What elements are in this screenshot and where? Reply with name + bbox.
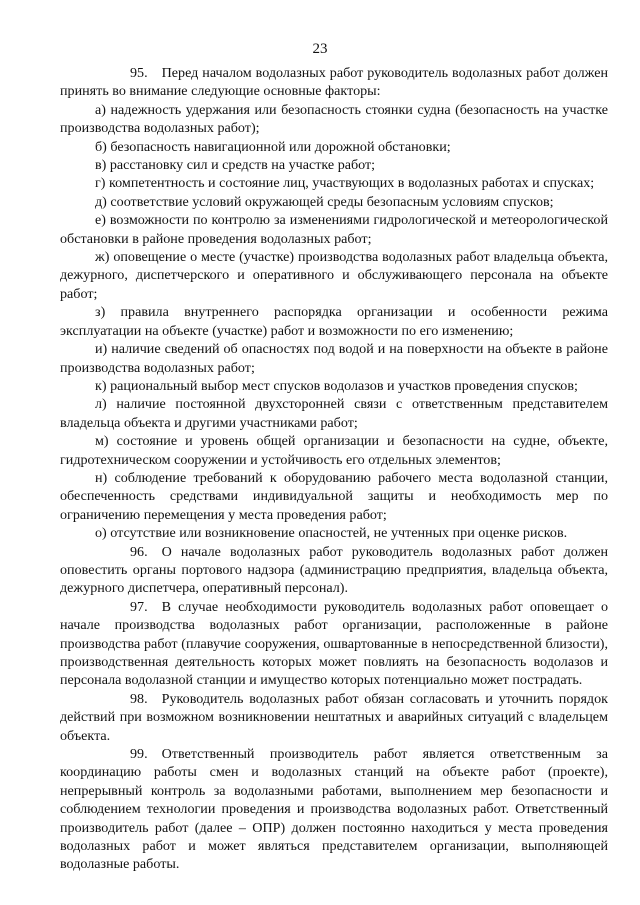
list-item-a: а) надежность удержания или безопасность стоянки судна (безопасность на участке производства водолазных работ);	[60, 101, 608, 137]
document-body	[60, 64, 608, 874]
paragraph-number: 96.	[130, 543, 148, 560]
list-item-e: е) возможности по контролю за изменениями гидрологической и метеорологической обстановки в районе проведения водолазных работ;	[60, 212, 608, 247]
paragraph-text: Руководитель водолазных работ обязан согласовать и уточнить порядок действий при возможном возникновении нештатных и аварийных ситуаций с владельцем объекта.	[60, 690, 608, 744]
paragraph-97	[60, 598, 608, 690]
paragraph-number: 99.	[130, 746, 148, 763]
list-item-b: б) безопасность навигационной или дорожной обстановки;	[95, 138, 451, 155]
paragraph-number: 95.	[130, 65, 148, 81]
list-item-o: о) отсутствие или возникновение опасностей, не учтенных при оценке рисков.	[95, 525, 568, 542]
list-item-k: к) рациональный выбор мест спусков водолазов и участков проведения спусков;	[95, 377, 578, 394]
page-number: 23	[312, 41, 328, 57]
list-item-i: и) наличие сведений об опасностях под водой и на поверхности на объекте в районе производства водолазных работ;	[60, 341, 608, 376]
list-item-m: м) состояние и уровень общей организации и безопасности на судне, объекте, гидротехническом сооружении и устойчивость его отдельных элементов;	[60, 433, 608, 468]
paragraph-text: Ответственный производитель работ является ответственным за координацию работы смен и водолазных станций на объекте работ (проекте), непрерывный контроль за водолазными работами, выполнением мер безопасности и соблюдением технологии проведения и производства водолазных работ. Ответственный производитель работ (далее – ОПР) должен постоянно находиться у места проведения водолазных работ и может являться представителем организации, выполняющей водолазные работы.	[60, 746, 608, 873]
paragraph-text: В случае необходимости руководитель водолазных работ оповещает о начале производства водолазных работ организации, расположенные в районе производства работ (плавучие сооружения, ошвартованные в непосредственной близости), производственная деятельность которых может повлиять на безопасность водолазов и персонала водолазной станции и имущество которых потенциально может пострадать.	[60, 598, 608, 689]
paragraph-number: 98.	[130, 690, 148, 707]
list-item-v: в) расстановку сил и средств на участке работ;	[95, 157, 376, 174]
paragraph-99	[60, 745, 608, 874]
list-item-z: з) правила внутреннего распорядка организации и особенности режима эксплуатации на объекте (участке) работ и возможности по его изменению;	[60, 304, 608, 339]
paragraph-98	[60, 690, 608, 745]
list-item-n: н) соблюдение требований к оборудованию рабочего места водолазной станции, обеспеченность средствами индивидуальной защиты и необходимость мер по ограничению перемещения у места проведения работ;	[60, 469, 608, 523]
paragraph-95	[60, 64, 608, 101]
paragraph-text: Перед началом водолазных работ руководитель водолазных работ должен принять во внимание следующие основные факторы:	[60, 65, 608, 100]
list-item-g: г) компетентность и состояние лиц, участвующих в водолазных работах и спусках;	[95, 175, 595, 192]
list-item-d: д) соответствие условий окружающей среды безопасным условиям спусков;	[95, 193, 554, 210]
paragraph-text: О начале водолазных работ руководитель водолазных работ должен оповестить органы портового надзора (администрацию предприятия, владельца объекта, дежурного диспетчера, оперативный персонал).	[60, 543, 608, 597]
list-item-l: л) наличие постоянной двухсторонней связи с ответственным представителем владельца объекта и другими участниками работ;	[60, 396, 608, 431]
paragraph-96	[60, 543, 608, 598]
list-item-zh: ж) оповещение о месте (участке) производства водолазных работ владельца объекта, дежурного, диспетчерского и оперативного и обслуживающего персонала на объекте работ;	[60, 249, 608, 302]
paragraph-number: 97.	[130, 598, 148, 615]
